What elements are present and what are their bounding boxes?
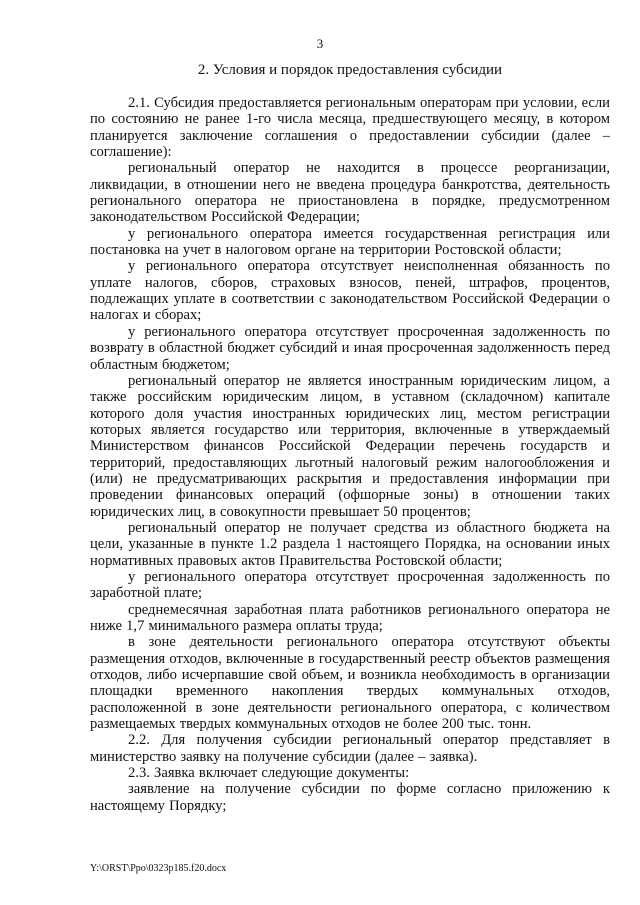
paragraph-no-salary-debt: у регионального оператора отсутствует просроченная задолженность по заработной плате; [90, 568, 610, 602]
paragraph-application-form: заявление на получение субсидии по форме согласно приложению к настоящему Порядку; [90, 781, 610, 814]
file-path-footer: Y:\ORST\Ppo\0323p185.f20.docx [90, 863, 227, 874]
paragraph-no-tax-debt: у регионального оператора отсутствует неисполненная обязанность по уплате налогов, сборов, страховых взносов, пеней, штрафов, процентов, подлежащих уплате в соответствии с законодательством Российской Федерации о налогах и сборах; [90, 258, 610, 324]
paragraph-not-foreign: региональный оператор не является иностранным юридическим лицом, а также российским юридическим лицом, в уставном (складочном) капитале которого доля участия иностранных юридических лиц, местом регистрации которых является государство или территория, включенные в утверждаемый Министерством финансов Российской Федерации перечень государств и территорий, предоставляющих льготный налоговый режим налогообложения и (или) не предусматривающих раскрытия и предоставления информации при проведении финансовых операций (офшорные зоны) в отношении таких юридических лиц, в совокупности превышает 50 процентов; [90, 372, 610, 520]
page-number: 3 [316, 36, 324, 51]
paragraph-2-2: 2.2. Для получения субсидии региональный оператор представляет в министерство заявку на получение субсидии (далее – заявка). [90, 732, 610, 765]
document-body [90, 95, 610, 814]
section-heading: 2. Условия и порядок предоставления субсидии [197, 62, 503, 78]
paragraph-2-1: 2.1. Субсидия предоставляется региональным операторам при условии, если по состоянию не ранее 1-го числа месяца, предшествующего месяцу, в котором планируется заключение соглашения о предоставлении субсидии (далее – соглашение): [90, 95, 610, 161]
paragraph-no-budget-debt: у регионального оператора отсутствует просроченная задолженность по возврату в областной бюджет субсидий и иная просроченная задолженность перед областным бюджетом; [90, 323, 610, 373]
paragraph-2-3: 2.3. Заявка включает следующие документы: [128, 765, 410, 782]
paragraph-waste-sites: в зоне деятельности регионального оператора отсутствуют объекты размещения отходов, включенные в государственный реестр объектов размещения отходов, либо исчерпавшие свой объем, и возникла необходимость в организации площадки временного накопления твердых коммунальных отходов, расположенной в зоне деятельности регионального оператора, с количеством размещаемых твердых коммунальных отходов не более 200 тыс. тонн. [90, 634, 610, 733]
paragraph-no-other-funds: региональный оператор не получает средства из областного бюджета на цели, указанные в пункте 1.2 раздела 1 настоящего Порядка, на основании иных нормативных правовых актов Правительства Ростовской области; [90, 519, 610, 569]
paragraph-average-salary: среднемесячная заработная плата работников регионального оператора не ниже 1,7 минимального размера оплаты труда; [90, 601, 610, 634]
paragraph-registration: у регионального оператора имеется государственная регистрация или постановка на учет в налоговом органе на территории Ростовской области; [90, 225, 610, 259]
paragraph-not-reorganized: региональный оператор не находится в процессе реорганизации, ликвидации, в отношении него не введена процедура банкротства, деятельность регионального оператора не приостановлена в порядке, предусмотренном законодательством Российской Федерации; [90, 160, 610, 226]
